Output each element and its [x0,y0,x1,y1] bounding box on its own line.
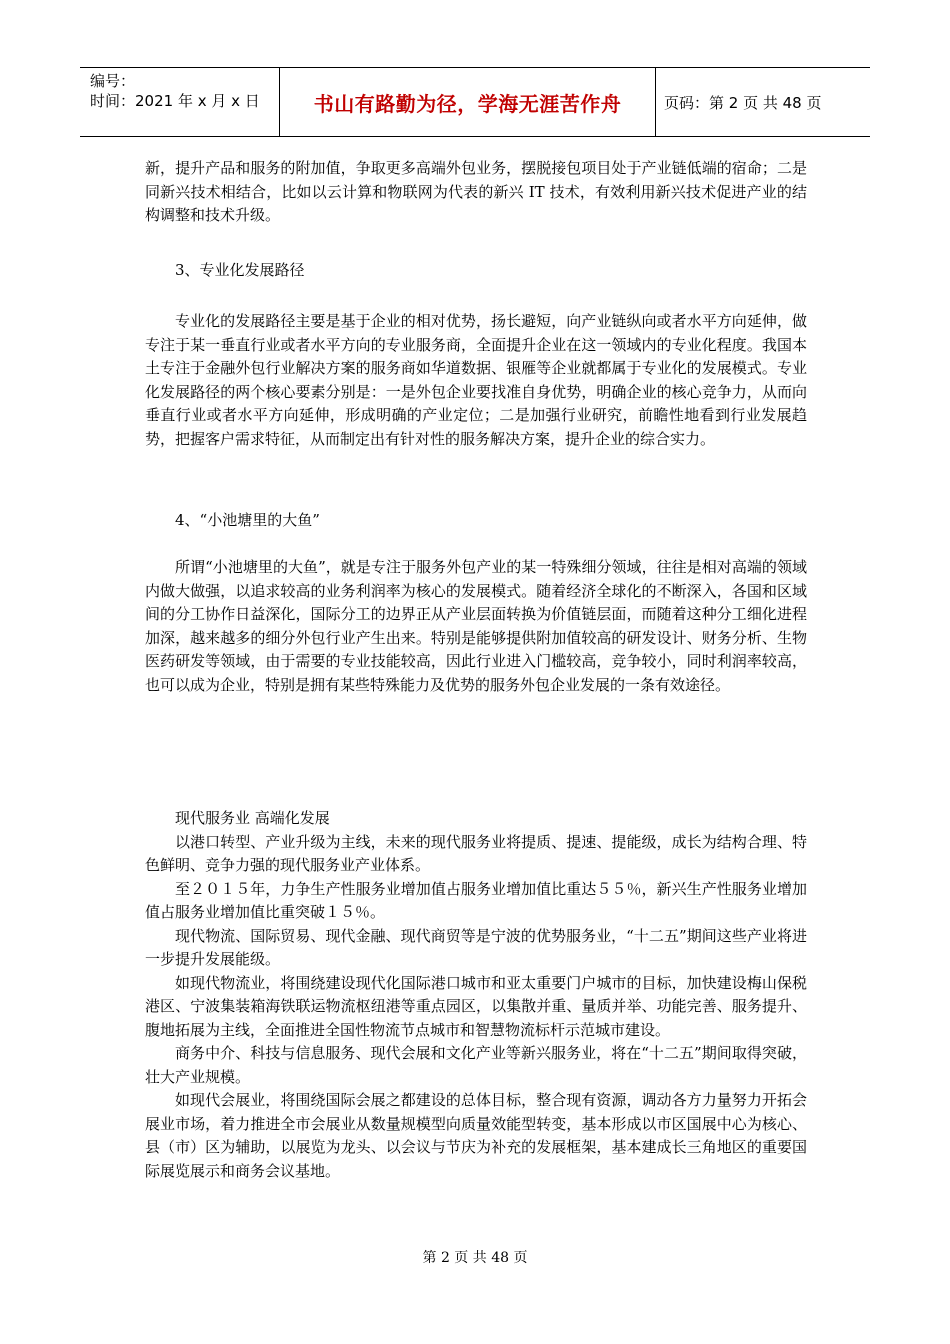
paragraph: 所谓“小池塘里的大鱼”，就是专注于服务外包产业的某一特殊细分领域，往往是相对高端的领域内做大做强，以追求较高的业务利润率为核心的发展模式。随着经济全球化的不断深入，各国和区域间的分工协作日益深化，国际分工的边界正从产业层面转换为价值链层面，而随着这种分工细化进程加深，越来越多的细分外包行业产生出来。特别是能够提供附加值较高的研发设计、财务分析、生物医药研发等领域，由于需要的专业技能较高，因此行业进入门槛较高，竞争较小，同时利润率较高，也可以成为企业，特别是拥有某些特殊能力及优势的服务外包企业发展的一条有效途径。 [145,558,807,694]
section-big-fish-body [145,556,807,697]
number-label: 编号： [90,72,136,90]
paragraph: 商务中介、科技与信息服务、现代会展和文化产业等新兴服务业，将在“十二五”期间取得突破，壮大产业规模。 [145,1044,807,1086]
header-meta [80,68,280,136]
page-footer: 第 2 页 共 48 页 [422,1250,528,1266]
paragraph: 新，提升产品和服务的附加值，争取更多高端外包业务，摆脱接包项目处于产业链低端的宿命；二是同新兴技术相结合，比如以云计算和物联网为代表的新兴 IT 技术，有效利用新兴技术促进产业的结构调整和技术升级。 [145,159,807,224]
paragraph: 专业化的发展路径主要是基于企业的相对优势，扬长避短，向产业链纵向或者水平方向延伸，做专注于某一垂直行业或者水平方向的专业服务商，全面提升企业在这一领域内的专业化程度。我国本土专注于金融外包行业解决方案的服务商如华道数据、银雁等企业就都属于专业化的发展模式。专业化发展路径的两个核心要素分别是：一是外包企业要找准自身优势，明确企业的核心竞争力，从而向垂直行业或者水平方向延伸，形成明确的产业定位；二是加强行业研究，前瞻性地看到行业发展趋势，把握客户需求特征，从而制定出有针对性的服务解决方案，提升企业的综合实力。 [145,312,807,448]
section-big-fish [145,509,807,533]
paragraph: 至２０１５年，力争生产性服务业增加值占服务业增加值比重达５５％，新兴生产性服务业增加值占服务业增加值比重突破１５％。 [145,879,807,921]
header-motto: 书山有路勤为径，学海无涯苦作舟 [280,68,656,136]
paragraph: 现代物流、国际贸易、现代金融、现代商贸等是宁波的优势服务业，“十二五”期间这些产业将进一步提升发展能级。 [145,926,807,968]
paragraph: 如现代物流业，将围绕建设现代化国际港口城市和亚太重要门户城市的目标，加快建设梅山保税港区、宁波集装箱海铁联运物流枢纽港等重点园区，以集散并重、量质并举、功能完善、服务提升、腹地拓展为主线，全面推进全国性物流节点城市和智慧物流标杆示范城市建设。 [145,973,807,1039]
paragraph: 以港口转型、产业升级为主线，未来的现代服务业将提质、提速、提能级，成长为结构合理、特色鲜明、竞争力强的现代服务业产业体系。 [145,832,807,874]
paragraph: 如现代会展业，将围绕国际会展之都建设的总体目标，整合现有资源，调动各方力量努力开拓会展业市场，着力推进全市会展业从数量规模型向质量效能型转变，基本形成以市区国展中心为核心、县（市）区为辅助，以展览为龙头、以会议与节庆为补充的发展框架，基本建成长三角地区的重要国际展览展示和商务会议基地。 [145,1091,807,1180]
section-heading: 4、“小池塘里的大鱼” [175,511,320,529]
section-heading: 3、专业化发展路径 [175,261,305,279]
time-label: 时间：2021 年 x 月 x 日 [90,92,260,110]
page-header [80,67,870,137]
section-specialization [145,259,807,283]
section-specialization-body [145,310,807,451]
section-heading: 现代服务业 高端化发展 [175,809,330,827]
header-page-info: 页码：第 2 页 共 48 页 [664,93,822,112]
section-continuation [145,157,807,228]
section-modern-services [145,807,807,1183]
